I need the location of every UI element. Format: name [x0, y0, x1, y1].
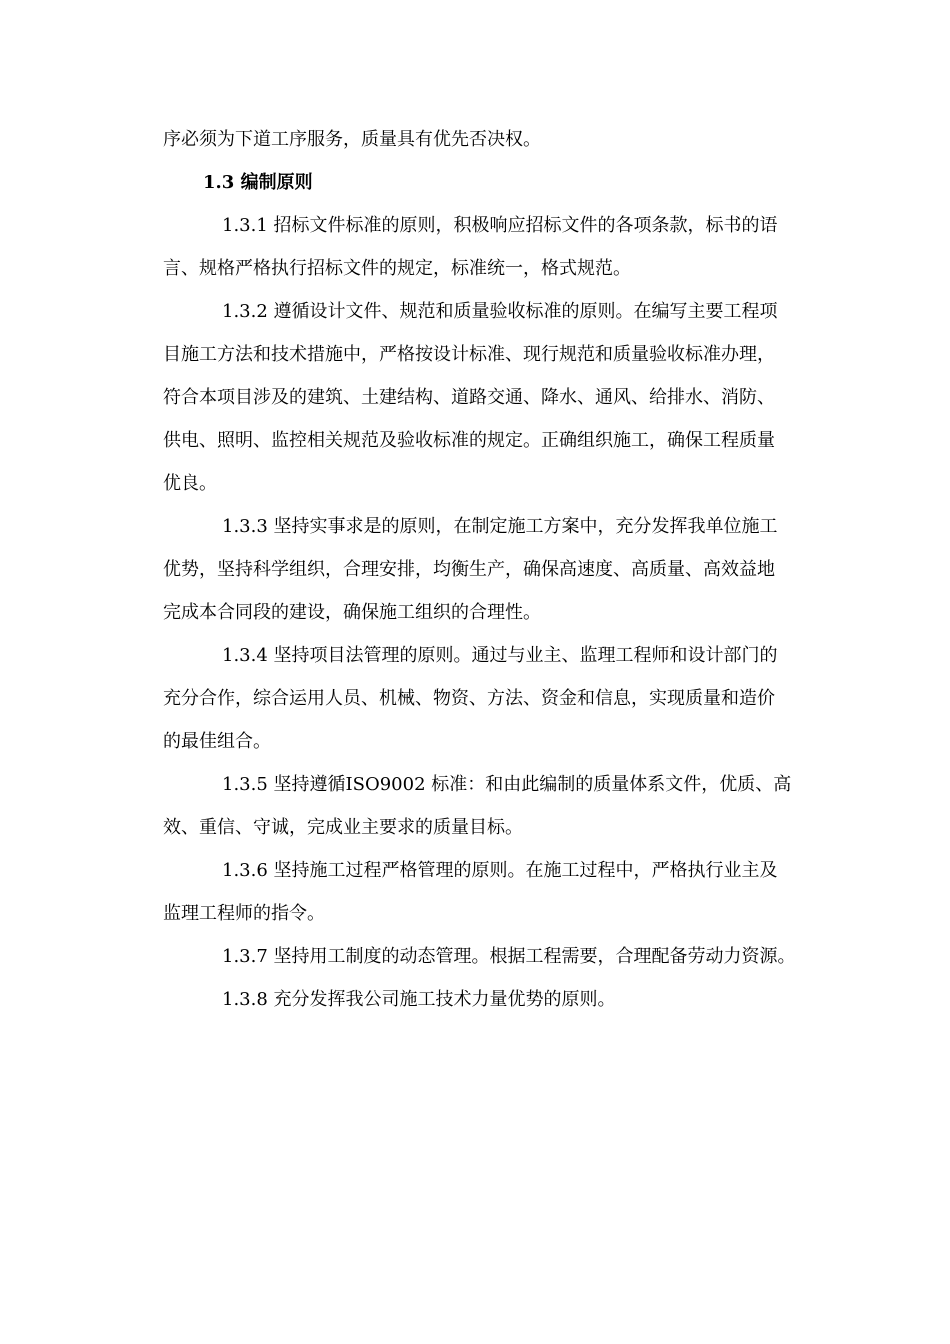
paragraph-line: 1.3.4 坚持项目法管理的原则。通过与业主、监理工程师和设计部门的	[222, 645, 778, 666]
paragraph-line: 序必须为下道工序服务，质量具有优先否决权。	[163, 129, 541, 150]
paragraph-line: 1.3.6 坚持施工过程严格管理的原则。在施工过程中，严格执行业主及	[222, 860, 778, 881]
paragraph-line: 目施工方法和技术措施中，严格按设计标准、现行规范和质量验收标准办理，	[163, 344, 775, 365]
paragraph-line: 1.3.8 充分发挥我公司施工技术力量优势的原则。	[222, 989, 616, 1010]
paragraph-line: 供电、照明、监控相关规范及验收标准的规定。正确组织施工，确保工程质量	[163, 430, 775, 451]
paragraph-line: 充分合作，综合运用人员、机械、物资、方法、资金和信息，实现质量和造价	[163, 688, 775, 709]
paragraph-line: 言、规格严格执行招标文件的规定，标准统一，格式规范。	[163, 258, 631, 279]
paragraph-line: 的最佳组合。	[163, 731, 271, 752]
paragraph-line: 1.3.3 坚持实事求是的原则，在制定施工方案中，充分发挥我单位施工	[222, 516, 778, 537]
paragraph-line: 1.3.7 坚持用工制度的动态管理。根据工程需要，合理配备劳动力资源。	[222, 946, 796, 967]
paragraph-line: 符合本项目涉及的建筑、土建结构、道路交通、降水、通风、给排水、消防、	[163, 387, 775, 408]
paragraph-line: 优良。	[163, 473, 217, 494]
paragraph-line: 1.3.5 坚持遵循ISO9002 标准：和由此编制的质量体系文件，优质、高	[222, 774, 792, 795]
paragraph-line: 1.3.2 遵循设计文件、规范和质量验收标准的原则。在编写主要工程项	[222, 301, 778, 322]
paragraph-line: 优势，坚持科学组织，合理安排，均衡生产，确保高速度、高质量、高效益地	[163, 559, 775, 580]
paragraph-line: 1.3.1 招标文件标准的原则，积极响应招标文件的各项条款，标书的语	[222, 215, 778, 236]
section-heading: 1.3 编制原则	[203, 172, 313, 193]
paragraph-line: 完成本合同段的建设，确保施工组织的合理性。	[163, 602, 541, 623]
paragraph-line: 效、重信、守诚，完成业主要求的质量目标。	[163, 817, 523, 838]
paragraph-line: 监理工程师的指令。	[163, 903, 325, 924]
